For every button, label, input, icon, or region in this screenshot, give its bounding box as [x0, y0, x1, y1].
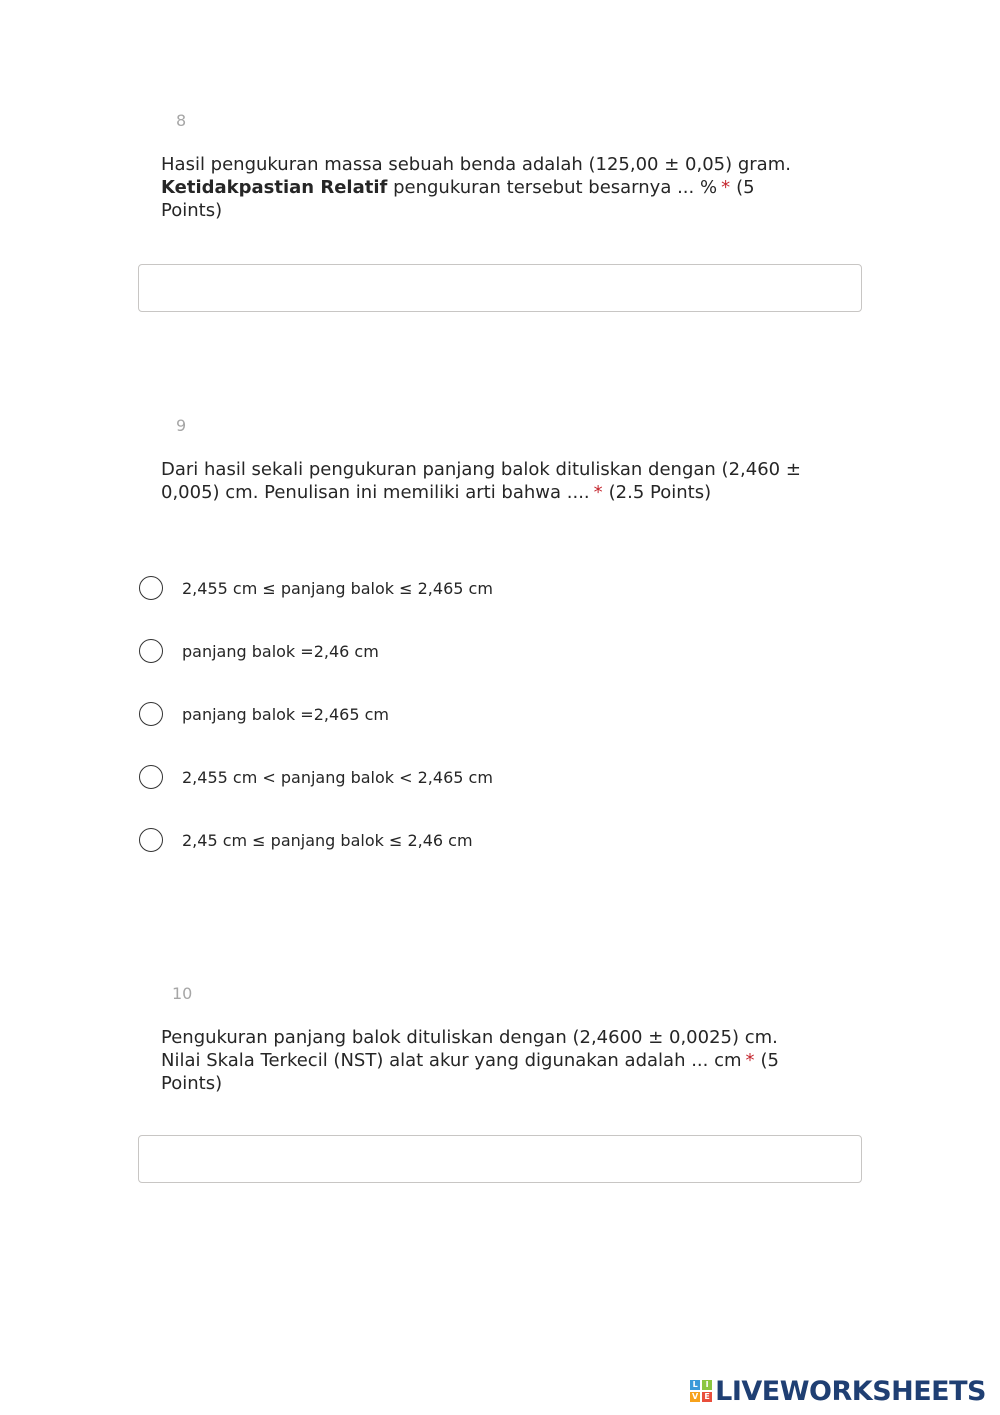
- question-8-answer-input[interactable]: [138, 264, 862, 312]
- question-9-option-5[interactable]: [138, 828, 838, 856]
- option-label: 2,455 cm ≤ panjang balok ≤ 2,465 cm: [182, 579, 493, 598]
- option-label: panjang balok =2,46 cm: [182, 642, 379, 661]
- question-8-text: [161, 153, 821, 222]
- question-9-option-3[interactable]: [138, 702, 838, 730]
- question-9-option-2[interactable]: [138, 639, 838, 667]
- option-label: 2,455 cm < panjang balok < 2,465 cm: [182, 768, 493, 787]
- option-label: 2,45 cm ≤ panjang balok ≤ 2,46 cm: [182, 831, 473, 850]
- logo-letter: V: [692, 1392, 699, 1401]
- radio-button[interactable]: [139, 576, 163, 600]
- question-8-text-part1: Hasil pengukuran massa sebuah benda adalah (125,00 ± 0,05) gram.: [161, 154, 791, 175]
- option-label: panjang balok =2,465 cm: [182, 705, 389, 724]
- radio-button[interactable]: [139, 702, 163, 726]
- radio-button[interactable]: [139, 828, 163, 852]
- logo-text: LIVEWORKSHEETS: [715, 1375, 986, 1407]
- question-10-points: (5 Points): [161, 1050, 780, 1094]
- required-asterisk: *: [593, 482, 603, 503]
- question-9-text-body: Dari hasil sekali pengukuran panjang balok dituliskan dengan (2,460 ± 0,005) cm. Penulisan ini memiliki arti bahwa ....: [161, 459, 801, 503]
- question-9-option-1[interactable]: [138, 576, 838, 604]
- question-8-text-part2: pengukuran tersebut besarnya ... %: [393, 177, 718, 198]
- question-10-answer-input[interactable]: [138, 1135, 862, 1183]
- radio-button[interactable]: [139, 765, 163, 789]
- question-10-text: [161, 1026, 821, 1095]
- liveworksheets-logo: [690, 1373, 986, 1409]
- question-9-number: 9: [176, 416, 187, 435]
- question-9-text: [161, 458, 801, 504]
- required-asterisk: *: [745, 1050, 755, 1071]
- logo-letter: I: [702, 1380, 712, 1390]
- question-8-number: 8: [176, 111, 187, 130]
- question-9-option-4[interactable]: [138, 765, 838, 793]
- question-8-points: (5 Points): [161, 177, 755, 221]
- question-8-text-bold: Ketidakpastian Relatif: [161, 177, 388, 198]
- logo-grid-icon: [690, 1380, 712, 1402]
- logo-letter: E: [702, 1392, 712, 1402]
- radio-button[interactable]: [139, 639, 163, 663]
- question-10-text-body: Pengukuran panjang balok dituliskan dengan (2,4600 ± 0,0025) cm. Nilai Skala Terkecil (NST) alat akur yang digunakan adalah ... cm: [161, 1027, 778, 1071]
- logo-letter: L: [690, 1380, 700, 1390]
- question-9-points: (2.5 Points): [608, 482, 712, 503]
- question-10-number: 10: [172, 984, 193, 1003]
- required-asterisk: *: [721, 177, 731, 198]
